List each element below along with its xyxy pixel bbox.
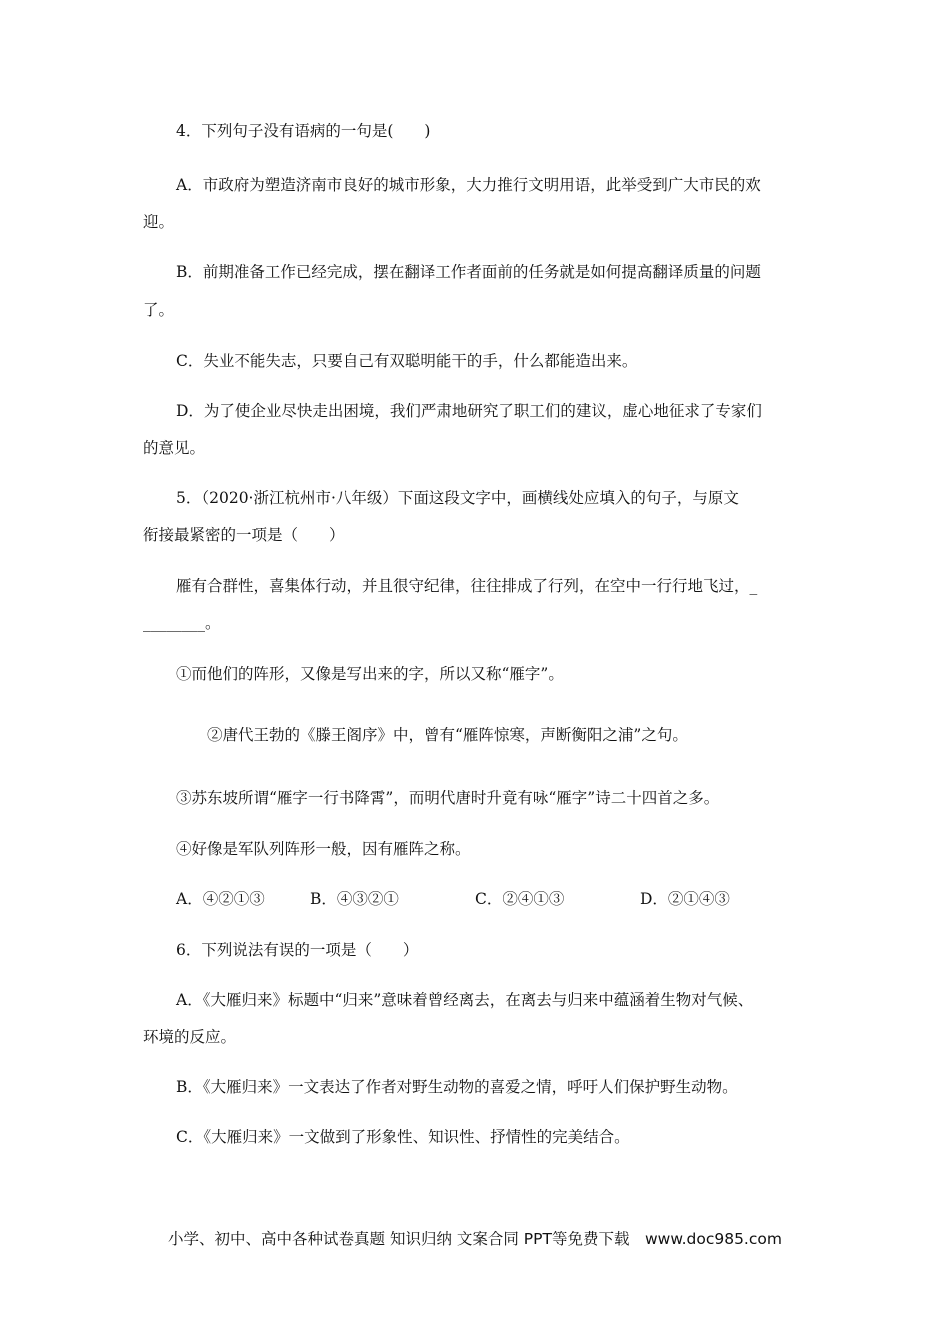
q5-sentence-2: ②唐代王勃的《滕王阁序》中，曾有“雁阵惊寒，声断衡阳之浦”之句。 (207, 726, 688, 744)
q5-option-c: C．②④①③ (475, 890, 565, 908)
q5-option-d: D．②①④③ (640, 890, 730, 908)
q4-option-d-cont: 的意见。 (143, 439, 206, 457)
q5-sentence-3: ③苏东坡所谓“雁字一行书降霄”，而明代唐时升竟有咏“雁字”诗二十四首之多。 (176, 789, 720, 807)
q4-option-b-cont: 了。 (143, 301, 175, 319)
q6-option-a-cont: 环境的反应。 (143, 1028, 237, 1046)
q6-option-b: B．《大雁归来》一文表达了作者对野生动物的喜爱之情，呼吁人们保护野生动物。 (176, 1078, 738, 1096)
q5-passage-blank: ________。 (143, 614, 221, 632)
q5-option-b: B．④③②① (310, 890, 399, 908)
q5-option-a: A．④②①③ (176, 890, 265, 908)
q4-option-a-cont: 迎。 (143, 213, 175, 231)
q4-stem: 4．下列句子没有语病的一句是( ) (176, 122, 431, 140)
q5-sentence-4: ④好像是军队列阵形一般，因有雁阵之称。 (176, 840, 471, 858)
q6-stem: 6．下列说法有误的一项是（ ） (176, 941, 419, 959)
q5-sentence-1: ①而他们的阵形，又像是写出来的字，所以又称“雁字”。 (176, 665, 564, 683)
q5-stem: 5．（2020·浙江杭州市·八年级）下面这段文字中，画横线处应填入的句子，与原文 (176, 489, 739, 507)
page-footer: 小学、初中、高中各种试卷真题 知识归纳 文案合同 PPT等免费下载 www.doc985.com (168, 1230, 782, 1248)
q5-stem-cont: 衔接最紧密的一项是（ ） (143, 526, 345, 544)
q4-option-b: B．前期准备工作已经完成，摆在翻译工作者面前的任务就是如何提高翻译质量的问题 (176, 263, 761, 281)
q4-option-c: C．失业不能失志，只要自己有双聪明能干的手，什么都能造出来。 (176, 352, 638, 370)
q4-option-d: D．为了使企业尽快走出困境，我们严肃地研究了职工们的建议，虚心地征求了专家们 (176, 402, 762, 420)
q6-option-a: A．《大雁归来》标题中“归来”意味着曾经离去，在离去与归来中蕴涵着生物对气候、 (176, 991, 754, 1009)
q6-option-c: C．《大雁归来》一文做到了形象性、知识性、抒情性的完美结合。 (176, 1128, 630, 1146)
q5-passage: 雁有合群性，喜集体行动，并且很守纪律，往往排成了行列，在空中一行行地飞过，_ (176, 577, 758, 595)
q4-option-a: A．市政府为塑造济南市良好的城市形象，大力推行文明用语，此举受到广大市民的欢 (176, 176, 761, 194)
